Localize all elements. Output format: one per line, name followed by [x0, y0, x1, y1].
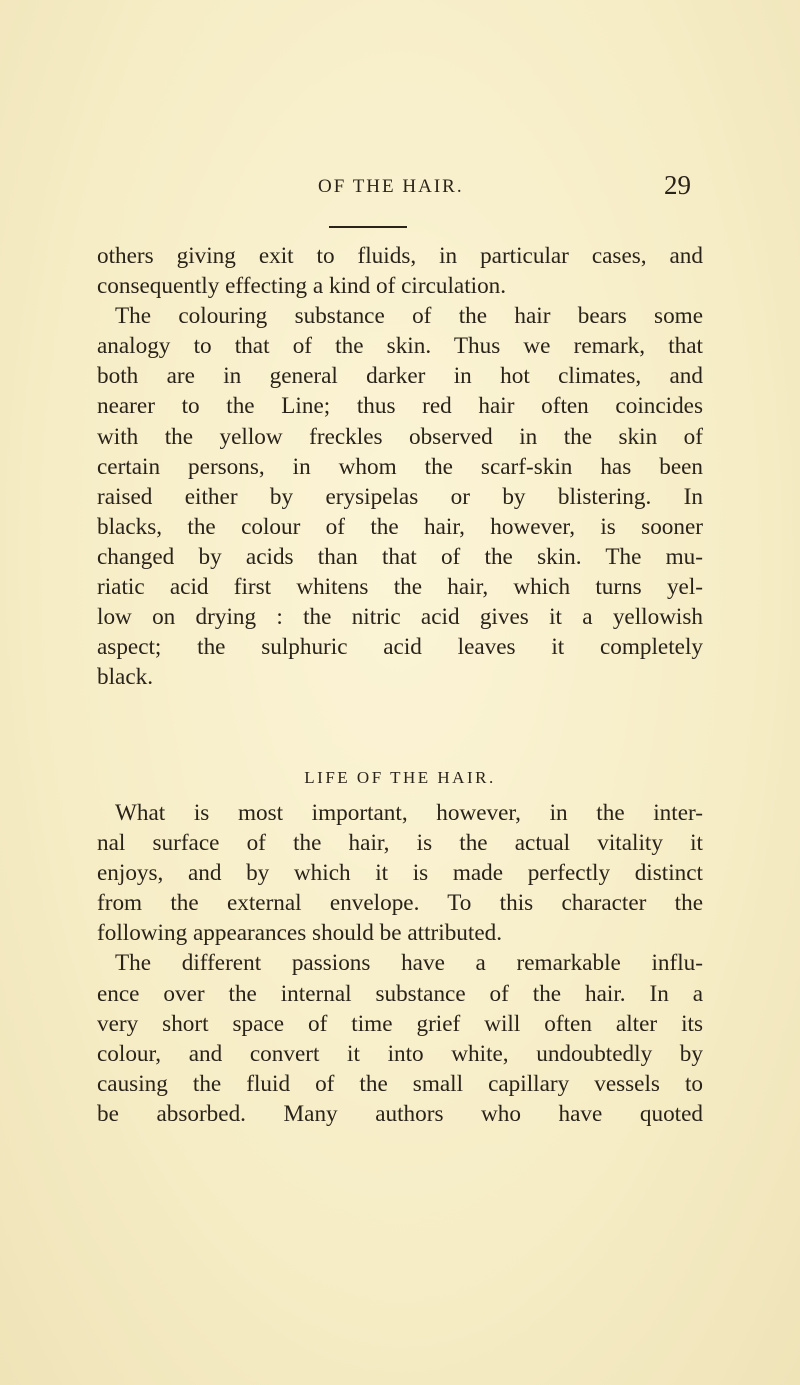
- running-head: [0, 170, 800, 200]
- text-line: consequently effecting a kind of circulation.: [97, 273, 507, 300]
- text-line: changed by acids than that of the skin. The mu-: [97, 543, 703, 570]
- running-title: OF THE HAIR.: [318, 176, 464, 197]
- text-line: The different passions have a remarkable influ-: [115, 950, 703, 977]
- text-line: riatic acid first whitens the hair, which turns yel-: [97, 574, 703, 601]
- body-text-top: [97, 241, 703, 692]
- section-heading: LIFE OF THE HAIR.: [304, 768, 496, 787]
- text-line: aspect; the sulphuric acid leaves it completely: [97, 634, 703, 661]
- text-line: certain persons, in whom the scarf-skin has been: [97, 453, 703, 480]
- text-line: others giving exit to fluids, in particular cases, and: [97, 243, 703, 269]
- text-line: enjoys, and by which it is made perfectly distinct: [97, 860, 703, 887]
- page-number: 29: [664, 170, 691, 200]
- body-text-bottom: [97, 798, 703, 1129]
- text-line: raised either by erysipelas or by blistering. In: [97, 483, 703, 510]
- text-line: from the external envelope. To this character the: [97, 890, 703, 917]
- text-line: analogy to that of the skin. Thus we remark, that: [97, 333, 703, 360]
- header-rule: [329, 226, 407, 228]
- text-line: with the yellow freckles observed in the skin of: [97, 423, 703, 450]
- text-line: ence over the internal substance of the hair. In a: [97, 980, 703, 1007]
- text-line: causing the fluid of the small capillary vessels to: [97, 1070, 703, 1097]
- text-line: following appearances should be attributed.: [97, 920, 503, 947]
- text-line: The colouring substance of the hair bears some: [115, 303, 703, 330]
- text-line: colour, and convert it into white, undoubtedly by: [97, 1040, 703, 1067]
- text-line: very short space of time grief will often alter its: [97, 1010, 703, 1037]
- text-line: black.: [97, 664, 154, 691]
- text-line: low on drying : the nitric acid gives it a yellowish: [97, 604, 703, 631]
- text-line: nal surface of the hair, is the actual vitality it: [97, 830, 703, 857]
- text-line: blacks, the colour of the hair, however, is sooner: [97, 513, 703, 540]
- text-line: both are in general darker in hot climates, and: [97, 363, 703, 390]
- text-line: What is most important, however, in the inter-: [115, 800, 703, 826]
- text-line: be absorbed. Many authors who have quoted: [97, 1100, 703, 1127]
- text-line: nearer to the Line; thus red hair often coincides: [97, 393, 703, 420]
